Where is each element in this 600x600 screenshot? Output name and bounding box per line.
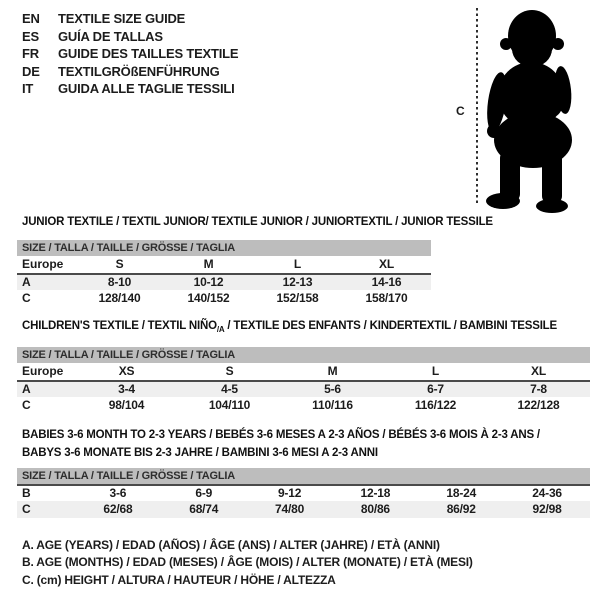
lang-row-en bbox=[22, 10, 238, 28]
children-size-table bbox=[17, 347, 590, 414]
children-table-title bbox=[22, 320, 557, 334]
size-header-band: SIZE / TALLA / TAILLE / GRÖSSE / TAGLIA bbox=[17, 347, 590, 363]
size-cell: L bbox=[431, 364, 440, 378]
size-cell: M bbox=[203, 257, 214, 271]
row-label: C bbox=[22, 291, 31, 305]
lang-code: FR bbox=[22, 46, 39, 61]
lang-code: IT bbox=[22, 81, 34, 96]
row-label: A bbox=[22, 275, 31, 289]
table-row-age bbox=[17, 380, 590, 397]
lang-title: TEXTILGRÖßENFÜHRUNG bbox=[58, 63, 220, 79]
babies-title-line1: BABIES 3-6 MONTH TO 2-3 YEARS / BEBÉS 3-6 MESES A 2-3 AÑOS / BÉBÉS 3-6 MOIS À 2-3 ANS / bbox=[22, 429, 540, 441]
legend-age-years: A. AGE (YEARS) / EDAD (AÑOS) / ÂGE (ANS) / ALTER (JAHRE) / ETÀ (ANNI) bbox=[22, 538, 440, 552]
value-cell: 68/74 bbox=[189, 502, 219, 516]
table-row-europe bbox=[17, 363, 590, 380]
size-cell: S bbox=[225, 364, 234, 378]
lang-row-fr bbox=[22, 45, 238, 63]
value-cell: 80/86 bbox=[360, 502, 390, 516]
value-cell: 24-36 bbox=[532, 486, 562, 500]
lang-row-de bbox=[22, 63, 238, 81]
lang-title: TEXTILE SIZE GUIDE bbox=[58, 11, 186, 26]
value-cell: 18-24 bbox=[446, 486, 477, 500]
row-label: B bbox=[22, 486, 31, 500]
value-cell: 6-7 bbox=[427, 382, 444, 396]
language-title-list bbox=[22, 10, 238, 98]
size-cell: XL bbox=[379, 257, 394, 271]
height-measure-label: C bbox=[456, 104, 465, 118]
lang-row-it bbox=[22, 80, 238, 98]
value-cell: 158/170 bbox=[365, 291, 408, 305]
value-cell: 140/152 bbox=[187, 291, 230, 305]
value-cell: 122/128 bbox=[517, 398, 560, 412]
row-label: Europe bbox=[22, 257, 64, 271]
size-cell: XL bbox=[531, 364, 546, 378]
value-cell: 86/92 bbox=[446, 502, 476, 516]
value-cell: 110/116 bbox=[312, 398, 353, 412]
value-cell: 7-8 bbox=[530, 382, 547, 396]
value-cell: 14-16 bbox=[371, 275, 402, 289]
size-cell: L bbox=[293, 257, 302, 271]
table-row-height bbox=[17, 290, 431, 307]
size-cell: XS bbox=[118, 364, 135, 378]
babies-size-table bbox=[17, 468, 590, 518]
junior-size-table bbox=[17, 240, 431, 307]
size-cell: M bbox=[327, 364, 338, 378]
value-cell: 74/80 bbox=[275, 502, 305, 516]
row-label: Europe bbox=[22, 364, 64, 378]
height-measure-dashed-line bbox=[476, 8, 478, 206]
title-text: CHILDREN'S TEXTILE / TEXTIL NIÑO bbox=[22, 320, 217, 332]
row-label: C bbox=[22, 502, 31, 516]
value-cell: 8-10 bbox=[107, 275, 132, 289]
lang-title: GUIDA ALLE TAGLIE TESSILI bbox=[58, 81, 235, 96]
table-row-height bbox=[17, 397, 590, 414]
value-cell: 3-4 bbox=[118, 382, 135, 396]
value-cell: 92/98 bbox=[532, 502, 562, 516]
junior-table-title: JUNIOR TEXTILE / TEXTIL JUNIOR/ TEXTILE JUNIOR / JUNIORTEXTIL / JUNIOR TESSILE bbox=[22, 216, 493, 228]
lang-row-es bbox=[22, 28, 238, 46]
table-row-age bbox=[17, 273, 431, 290]
row-label: C bbox=[22, 398, 31, 412]
table-row-height bbox=[17, 501, 590, 518]
size-header-band: SIZE / TALLA / TAILLE / GRÖSSE / TAGLIA bbox=[17, 240, 431, 256]
legend-age-months: B. AGE (MONTHS) / EDAD (MESES) / ÂGE (MOIS) / ALTER (MONATE) / ETÀ (MESI) bbox=[22, 555, 473, 570]
lang-code: DE bbox=[22, 63, 40, 79]
lang-title: GUIDE DES TAILLES TEXTILE bbox=[58, 46, 239, 61]
value-cell: 3-6 bbox=[109, 486, 127, 500]
babies-table-title bbox=[22, 427, 540, 462]
row-label: A bbox=[22, 382, 31, 396]
legend-height-cm: C. (cm) HEIGHT / ALTURA / HAUTEUR / HÖHE / ALTEZZA bbox=[22, 572, 336, 587]
lang-code: EN bbox=[22, 11, 40, 26]
value-cell: 98/104 bbox=[108, 398, 145, 412]
table-row-europe bbox=[17, 256, 431, 273]
value-cell: 5-6 bbox=[324, 382, 341, 396]
value-cell: 116/122 bbox=[414, 398, 457, 412]
measure-legend bbox=[22, 537, 473, 589]
value-cell: 10-12 bbox=[193, 275, 224, 289]
lang-code: ES bbox=[22, 28, 39, 44]
toddler-silhouette-icon bbox=[484, 7, 576, 215]
value-cell: 104/110 bbox=[208, 398, 251, 412]
value-cell: 6-9 bbox=[195, 486, 213, 500]
value-cell: 62/68 bbox=[103, 502, 133, 516]
value-cell: 128/140 bbox=[98, 291, 141, 305]
lang-title: GUÍA DE TALLAS bbox=[58, 28, 163, 44]
value-cell: 4-5 bbox=[221, 382, 238, 396]
size-header-band: SIZE / TALLA / TAILLE / GRÖSSE / TAGLIA bbox=[17, 468, 590, 484]
size-cell: S bbox=[115, 257, 124, 271]
title-text: / TEXTILE DES ENFANTS / KINDERTEXTIL / BAMBINI TESSILE bbox=[224, 320, 557, 332]
babies-title-line2: BABYS 3-6 MONATE BIS 2-3 JAHRE / BAMBINI 3-6 MESI A 2-3 ANNI bbox=[22, 446, 378, 459]
value-cell: 9-12 bbox=[277, 486, 302, 500]
value-cell: 152/158 bbox=[276, 291, 319, 305]
title-subscript: /A bbox=[216, 325, 225, 334]
table-row-months bbox=[17, 484, 590, 501]
value-cell: 12-18 bbox=[360, 486, 391, 500]
value-cell: 12-13 bbox=[282, 275, 313, 289]
